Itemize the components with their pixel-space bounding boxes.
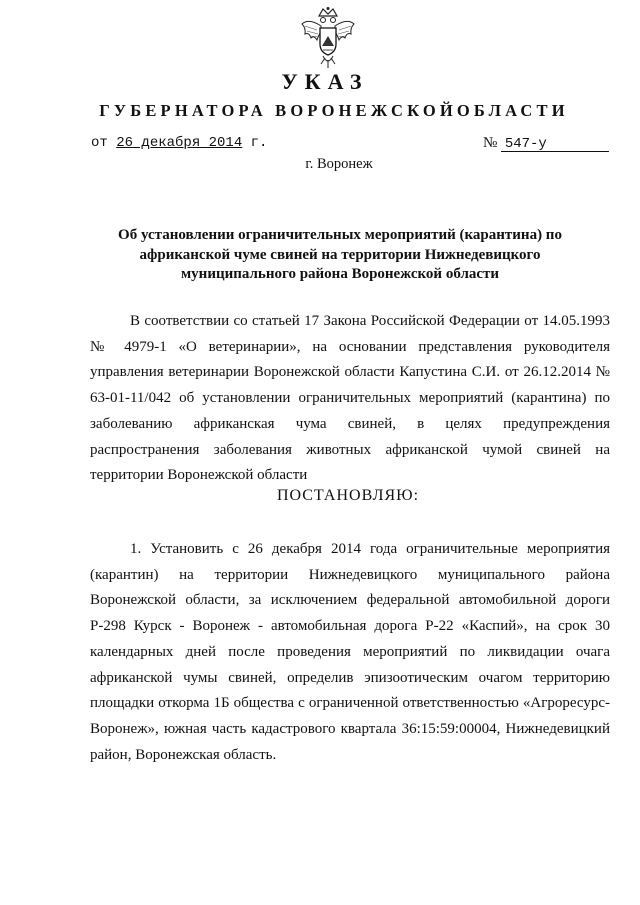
document-number: 547-у (501, 137, 609, 152)
document-date: 26 декабря 2014 (116, 135, 243, 151)
document-title: УКАЗ (281, 69, 369, 94)
city: г. Воронеж (305, 156, 373, 172)
date-suffix: г. (250, 135, 268, 151)
preamble-paragraph: В соответствии со статьей 17 Закона Российской Федерации от 14.05.1993 № 4979-1 «О ветеринарии», на основании представления руководителя управления ветеринарии Воронежской области Капустина С.И. от 26.12.2014 № 63-01-11/042 об установлении ограничительных мероприятий (карантина) по заболеванию африканская чума свиней, в целях предупреждения распространения заболевания животных африканской чумой свиней на территории Воронежской области (90, 313, 610, 484)
coat-of-arms-emblem (299, 6, 357, 70)
decree-word: ПОСТАНОВЛЯЮ: (276, 487, 420, 504)
clause-1-paragraph: 1. Установить с 26 декабря 2014 года ограничительные мероприятия (карантин) на территории Нижнедевицкого муниципального района Воронежской области, за исключением федеральной автомобильной дороги Р-298 Курск - Воронеж - автомобильная дорога Р-22 «Каспий», на срок 30 календарных дней после проведения мероприятий по ликвидации очага африканской чумы свиней, определив эпизоотическим очагом территорию площадки откорма 1Б общества с ограниченной ответственностью «Агроресурс-Воронеж», южная часть кадастрового квартала 36:15:59:00004, Нижнедевицкий район, Воронежская область. (90, 541, 610, 763)
date-prefix: от (91, 135, 108, 151)
document-subject: Об установлении ограничительных мероприятий (карантина) по африканской чуме свиней на территории Нижнедевицкого муниципального района Воронежской области (118, 227, 562, 282)
date-line (91, 135, 267, 151)
number-sign: № (483, 135, 498, 151)
number-line (483, 135, 609, 152)
document-subtitle: ГУБЕРНАТОРА ВОРОНЕЖСКОЙОБЛАСТИ (99, 101, 569, 120)
